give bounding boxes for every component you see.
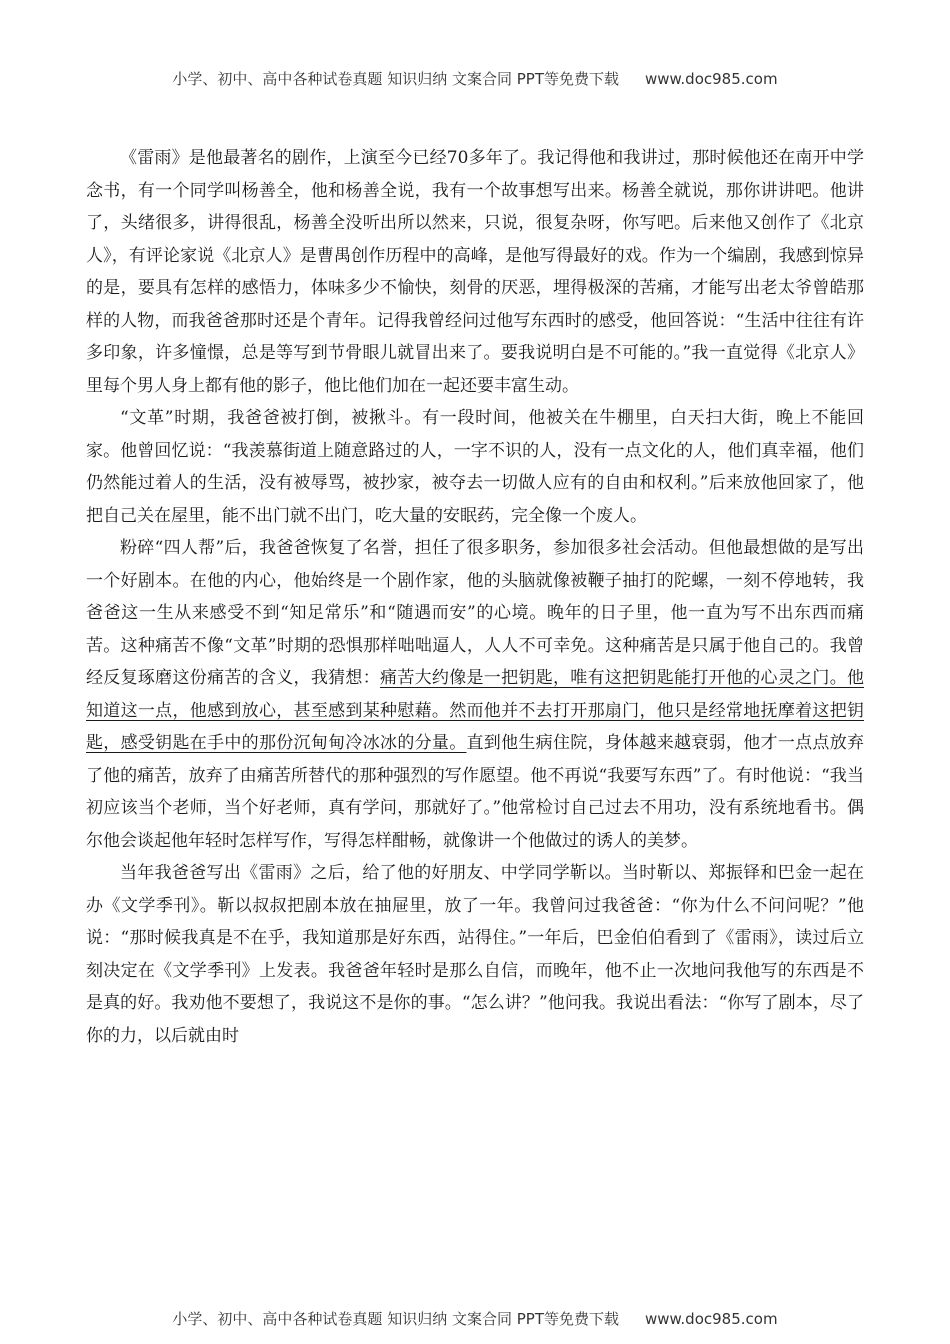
header-site-link[interactable]: www.doc985.com [644,70,778,88]
paragraph-2: “文革”时期，我爸爸被打倒，被揪斗。有一段时间，他被关在牛棚里，白天扫大街，晚上不能回家。他曾回忆说：“我羡慕街道上随意路过的人，一字不识的人，没有一点文化的人，他们真幸福，他们仍然能过着人的生活，没有被辱骂，被抄家，被夺去一切做人应有的自由和权利。”后来放他回家了，他把自己关在屋里，能不出门就不出门，吃大量的安眠药，完全像一个废人。 [86,408,864,526]
paragraph-4: 当年我爸爸写出《雷雨》之后，给了他的好朋友、中学同学靳以。当时靳以、郑振铎和巴金一起在办《文学季刊》。靳以叔叔把剧本放在抽屉里，放了一年。我曾问过我爸爸：“你为什么不问问呢？”他说：“那时候我真是不在乎，我知道那是好东西，站得住。”一年后，巴金伯伯看到了《雷雨》，读过后立刻决定在《文学季刊》上发表。我爸爸年轻时是那么自信，而晚年，他不止一次地问我他写的东西是不是真的好。我劝他不要想了，我说这不是你的事。“怎么讲？”他问我。我说出看法：“你写了剧本，尽了你的力，以后就由时 [86,863,864,1046]
page-header [0,68,950,89]
paragraph-3-before: 粉碎“四人帮”后，我爸爸恢复了名誉，担任了很多职务，参加很多社会活动。但他最想做的是写出一个好剧本。在他的内心，他始终是一个剧作家，他的头脑就像被鞭子抽打的陀螺，一刻不停地转，我爸爸这一生从来感受不到“知足常乐”和“随遇而安”的心境。晚年的日子里，他一直为写不出东西而痛苦。这种痛苦不像“文革”时期的恐惧那样咄咄逼人，人人不可幸免。这种痛苦是只属于他自己的。我曾经反复琢磨这份痛苦的含义，我猜想： [86,538,864,688]
paragraph-3-after: 直到他生病住院，身体越来越衰弱，他才一点点放弃了他的痛苦，放弃了由痛苦所替代的那种强烈的写作愿望。他不再说“我要写东西”了。有时他说：“我当初应该当个老师，当个好老师，真有学问，那就好了。”他常检讨自己过去不用功，没有系统地看书。偶尔他会谈起他年轻时怎样写作，写得怎样酣畅，就像讲一个他做过的诱人的美梦。 [86,733,864,851]
paragraph-1: 《雷雨》是他最著名的剧作，上演至今已经70多年了。我记得他和我讲过，那时候他还在南开中学念书，有一个同学叫杨善全，他和杨善全说，我有一个故事想写出来。杨善全就说，那你讲讲吧。他讲了，头绪很多，讲得很乱，杨善全没听出所以然来，只说，很复杂呀，你写吧。后来他又创作了《北京人》，有评论家说《北京人》是曹禺创作历程中的高峰，是他写得最好的戏。作为一个编剧，我感到惊异的是，要具有怎样的感悟力，体味多少不愉快，刻骨的厌恶，埋得极深的苦痛，才能写出老太爷曾皓那样的人物，而我爸爸那时还是个青年。记得我曾经问过他写东西时的感受，他回答说：“生活中往往有许多印象，许多憧憬，总是等写到节骨眼儿就冒出来了。要我说明白是不可能的。”我一直觉得《北京人》里每个男人身上都有他的影子，他比他们加在一起还要丰富生动。 [86,148,864,396]
footer-site-link[interactable]: www.doc985.com [644,1310,778,1328]
underlined-passage: 痛苦大约像是一把钥匙，唯有这把钥匙能打开他的心灵之门。他知道这一点，他感到放心，甚至感到某种慰藉。然而他并不去打开那扇门，他只是经常地抚摩着这把钥匙，感受钥匙在手中的那份沉甸甸冷冰冰的分量。 [86,668,865,753]
paragraph-3 [86,532,864,857]
page-footer [0,1308,950,1329]
footer-text: 小学、初中、高中各种试卷真题 知识归纳 文案合同 PPT等免费下载 [172,1310,619,1328]
article-body [86,142,864,1052]
header-text: 小学、初中、高中各种试卷真题 知识归纳 文案合同 PPT等免费下载 [172,70,619,88]
